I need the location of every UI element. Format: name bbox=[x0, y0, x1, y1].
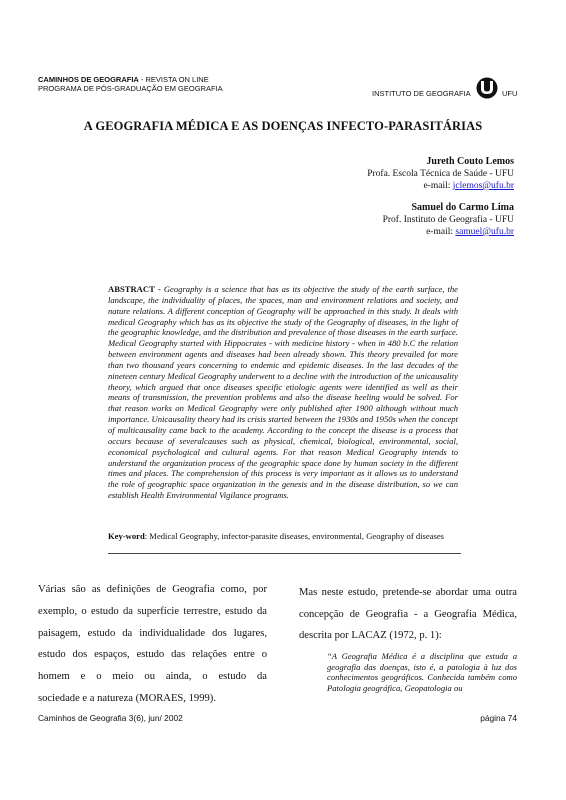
keywords-text: : Medical Geography, infector-parasite diseases, environmental, Geography of diseases bbox=[144, 531, 444, 541]
footer-citation: Caminhos de Geografia 3(6), jun/ 2002 bbox=[38, 713, 183, 723]
author-affiliation: Prof. Instituto de Geografia - UFU bbox=[382, 215, 514, 225]
institute-name: INSTITUTO DE GEOGRAFIA bbox=[372, 89, 471, 98]
author-email-line bbox=[383, 226, 514, 238]
email-label: e-mail: bbox=[423, 181, 453, 191]
paper-title: A GEOGRAFIA MÉDICA E AS DOENÇAS INFECTO-PARASITÁRIAS bbox=[83, 119, 483, 133]
program-name: PROGRAMA DE PÓS-GRADUAÇÃO EM GEOGRAFIA bbox=[38, 84, 223, 93]
author-email-link[interactable]: jclemos@ufu.br bbox=[452, 181, 514, 191]
author-email-line bbox=[367, 180, 514, 192]
author-name: Samuel do Carmo Lima bbox=[411, 202, 514, 213]
author-block bbox=[383, 202, 514, 238]
ufu-logo-icon bbox=[476, 77, 498, 99]
body-left-column bbox=[38, 579, 267, 710]
author-email-link[interactable]: samuel@ufu.br bbox=[455, 227, 514, 237]
journal-suffix: - REVISTA ON LINE bbox=[138, 75, 209, 84]
body-left-text: Várias são as definições de Geografia como, por exemplo, o estudo da superfície terrestre, estudo da paisagem, estudo da individualidade dos lugares, estudo dos espaços, estudo das relações entre o homem e o meio ou ainda, o estudo da bbox=[38, 584, 267, 683]
journal-name-line bbox=[38, 75, 223, 84]
author-block bbox=[367, 156, 514, 192]
institute-header bbox=[372, 77, 522, 101]
page-number: página 74 bbox=[480, 713, 517, 723]
journal-name: CAMINHOS DE GEOGRAFIA bbox=[38, 75, 139, 84]
journal-header bbox=[38, 75, 223, 93]
abstract-label: ABSTRACT bbox=[108, 284, 155, 294]
page-footer bbox=[38, 713, 517, 725]
university-name: UFU bbox=[502, 89, 518, 98]
author-affiliation: Profa. Escola Técnica de Saúde - UFU bbox=[367, 169, 514, 179]
keywords-label: Key-word bbox=[108, 531, 145, 541]
email-label: e-mail: bbox=[426, 227, 456, 237]
keywords bbox=[108, 531, 468, 542]
abstract-text: - Geography is a science that has as its objective the study of the earth surface, the landscape, the individuality of places, the spaces, man and environment relations and society, and nature relations. A different conception of Geography will be approached in this study. It deals with medical Geography which has as its objective the study of the Geography of diseases, in the light of the geographic knowledge, and the distribution and prevalence of those diseases in the earth surface. Medical Geography started with Hippocrates - with medicine history - when in 480 b.C the relation between environment agents and diseases had been already shown. This theory prevailed for more than two thousand years concerning to endemic and epidemic diseases. In the last decades of the nineteen century Medical Geography underwent to a decline with the introduction of the unicausality theory, which argued that once diseases specific etiologic agents were identified as well as their means of transmission, the prevention problems and also the disease heeling would be solved. For that reason works on Medical Geography were only published after 1900 although without much importance. Unicausality theory had its crisis started between the 1930s and 1950s when the concept of multicausality came back to the academy. According to the concept the disease is a process that occurs because of severalcauses such as physical, chemical, biological, environmental, social, economical psychological and cultural agents. For that reason Medical Geography intends to understand the organization process of the geographic space done by human society in the different times and places. The comprehension of this process is very important as it allows us to understand the role of geographic space organization in the genesis and in the disease distribution, so we can establish Health Environmental Vigilance programs. bbox=[108, 284, 458, 501]
section-divider bbox=[108, 553, 461, 554]
author-name: Jureth Couto Lemos bbox=[426, 156, 514, 167]
body-left-last-line: sociedade e a natureza (MORAES, 1999). bbox=[38, 692, 216, 704]
block-quote: “A Geografia Médica é a disciplina que estuda a geografia das doenças, isto é, a patologia à luz dos conhecimentos geográficos. Conhecida também como Patologia geográfica, Geopatologia ou bbox=[327, 651, 517, 694]
body-right-column: Mas neste estudo, pretende-se abordar uma outra concepção de Geografia - a Geografia Médica, descrita por LACAZ (1972, p. 1): bbox=[299, 587, 517, 641]
abstract bbox=[108, 284, 458, 501]
